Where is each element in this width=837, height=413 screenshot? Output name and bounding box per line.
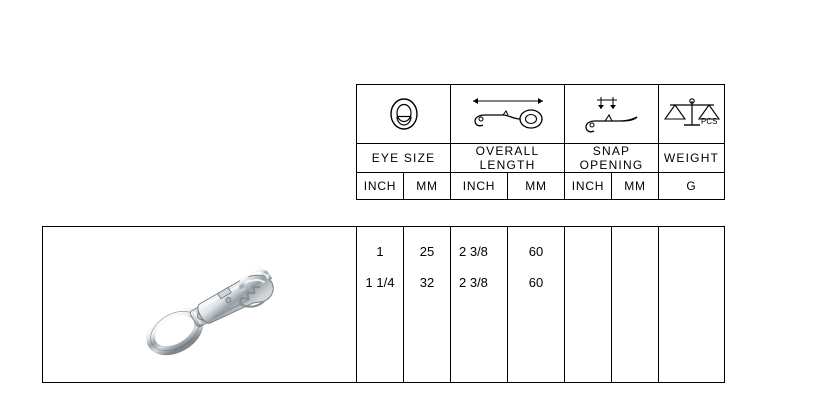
row-2-eye-size-inch: 1 1/4 bbox=[365, 275, 395, 290]
overall-length-mm-values-cell bbox=[508, 227, 565, 383]
eye-size-inch-unit: INCH bbox=[357, 173, 404, 200]
overall-length-header: OVERALL LENGTH bbox=[451, 144, 565, 173]
spec-name-row bbox=[357, 144, 725, 173]
snap-opening-header: SNAP OPENING bbox=[565, 144, 659, 173]
eye-size-mm-unit: MM bbox=[404, 173, 451, 200]
table-row bbox=[43, 227, 725, 383]
snap-opening-mm-unit: MM bbox=[612, 173, 659, 200]
row-2-overall-length-inch: 2 3/8 bbox=[459, 275, 488, 290]
spec-icon-row bbox=[357, 85, 725, 144]
snap-opening-inch-unit: INCH bbox=[565, 173, 612, 200]
eye-size-icon bbox=[357, 91, 450, 137]
eye-size-inch-values-cell bbox=[357, 227, 404, 383]
overall-length-mm-unit: MM bbox=[508, 173, 565, 200]
eye-size-mm-values-cell bbox=[404, 227, 451, 383]
eye-size-header: EYE SIZE bbox=[357, 144, 451, 173]
weight-g-unit: G bbox=[659, 173, 725, 200]
row-2-overall-length-mm: 60 bbox=[528, 275, 544, 290]
row-1-eye-size-mm: 25 bbox=[419, 244, 435, 259]
row-1-overall-length-mm: 60 bbox=[528, 244, 544, 259]
weight-icon-cell bbox=[659, 85, 725, 144]
overall-length-icon bbox=[451, 91, 564, 137]
spec-unit-row bbox=[357, 173, 725, 200]
snap-opening-icon bbox=[565, 91, 658, 137]
overall-length-inch-values-cell bbox=[451, 227, 508, 383]
overall-length-icon-cell bbox=[451, 85, 565, 144]
row-1-eye-size-inch: 1 bbox=[376, 244, 384, 259]
weight-header: WEIGHT bbox=[659, 144, 725, 173]
row-2-eye-size-mm: 32 bbox=[419, 275, 435, 290]
row-1-overall-length-inch: 2 3/8 bbox=[459, 244, 488, 259]
specification-header-table bbox=[356, 84, 725, 200]
swivel-snap-hook-image bbox=[138, 251, 298, 364]
weight-icon-pcs-label: PCS bbox=[700, 117, 717, 126]
snap-opening-mm-values-cell bbox=[612, 227, 659, 383]
product-data-table bbox=[42, 226, 725, 383]
snap-opening-icon-cell bbox=[565, 85, 659, 144]
eye-size-icon-cell bbox=[357, 85, 451, 144]
weight-scale-icon bbox=[659, 91, 724, 137]
weight-values-cell bbox=[659, 227, 725, 383]
overall-length-inch-unit: INCH bbox=[451, 173, 508, 200]
snap-opening-inch-values-cell bbox=[565, 227, 612, 383]
product-image-cell bbox=[43, 227, 357, 383]
